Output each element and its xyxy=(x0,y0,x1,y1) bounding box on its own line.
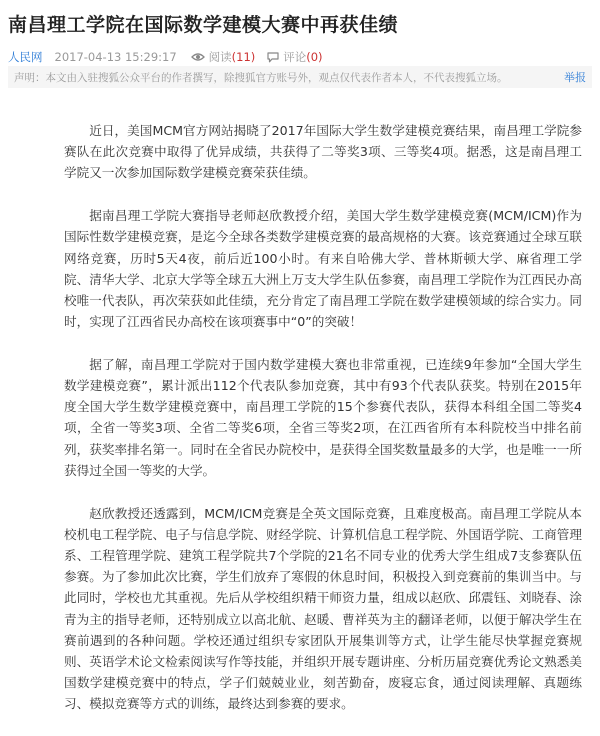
article-paragraph: 据了解，南昌理工学院对于国内数学建模大赛也非常重视，已连续9年参加“全国大学生数学建模竞赛”，累计派出112个代表队参加竞赛，其中有93个代表队获奖。特别在2015年度全国大学生数学建模竞赛中，南昌理工学院的15个参赛代表队，获得本科组全国二等奖4项，全省一等奖3项、全省二等奖6项，全省三等奖2项，在江西省所有本科院校当中排名前列，获奖率排名第一。同时在全省民办院校中，是获得全国奖数量最多的大学，也是唯一一所获得过全国一等奖的大学。 xyxy=(64,356,582,478)
article-body xyxy=(64,120,582,736)
report-link[interactable]: 举报 xyxy=(564,71,586,84)
comment-count[interactable] xyxy=(267,49,322,65)
read-label: 阅读 xyxy=(208,50,232,64)
disclaimer-bar xyxy=(8,66,592,88)
publish-time: 2017-04-13 15:29:17 xyxy=(54,50,177,64)
read-count xyxy=(191,49,256,65)
read-count-value: (11) xyxy=(231,50,256,64)
article-title: 南昌理工学院在国际数学建模大赛中再获佳绩 xyxy=(8,14,399,36)
comment-count-value: (0) xyxy=(306,50,323,64)
article-paragraph: 赵欣教授还透露到，MCM/ICM竞赛是全英文国际竞赛，且难度极高。南昌理工学院从本校机电工程学院、电子与信息学院、财经学院、计算机信息工程学院、外国语学院、工商管理系、工程管理学院、建筑工程学院共7个学院的21名不同专业的优秀大学生组成7支参赛队伍参赛。为了参加此次比赛，学生们放弃了寒假的休息时间，积极投入到竞赛前的集训当中。与此同时，学校也尤其重视。先后从学校组织精干师资力量，组成以赵欣、邱震钰、刘晓春、涂青为主的指导老师，还特别成立以高北航、赵暖、曹祥英为主的翻译老师，以便于解决学生在赛前遇到的各种问题。学校还通过组织专家团队开展集训等方式，让学生能尽快掌握竞赛规则、英语学术论文检索阅读写作等技能，并组织开展专题讲座、分析历届竞赛优秀论文熟悉美国数学建模竞赛中的特点，学子们兢兢业业，刻苦勤奋，废寝忘食，通过阅读理解、真题练习、模拟竞赛等方式的训练，最终达到参赛的要求。 xyxy=(64,505,582,712)
disclaimer-text: 声明：本文由入驻搜狐公众平台的作者撰写，除搜狐官方账号外，观点仅代表作者本人，不代表搜狐立场。 xyxy=(14,71,508,84)
article-paragraph: 近日，美国MCM官方网站揭晓了2017年国际大学生数学建模竞赛结果，南昌理工学院参赛队在此次竞赛中取得了优异成绩，共获得了二等奖3项、三等奖4项。据悉，这是南昌理工学院又一次参加国际数学建模竞赛荣获佳绩。 xyxy=(64,123,582,181)
article-paragraph: 据南昌理工学院大赛指导老师赵欣教授介绍，美国大学生数学建模竞赛(MCM/ICM)作为国际性数学建模竞赛，是迄今全球各类数学建模竞赛的最高规格的大赛。该竞赛通过全球互联网络竞赛，历时5天4夜，前后近100小时。有来自哈佛大学、普林斯顿大学、麻省理工学院、清华大学、北京大学等全球五大洲上万支大学生队伍参赛，南昌理工学院作为江西民办高校唯一代表队，再次荣获如此佳绩，充分肯定了南昌理工学院在数学建模领域的综合实力。同时，实现了江西省民办高校在该项赛事中“0”的突破！ xyxy=(64,208,582,330)
comment-label: 评论 xyxy=(283,50,307,64)
source-link[interactable]: 人民网 xyxy=(8,50,43,64)
article-meta xyxy=(8,49,335,65)
comment-bubble-icon xyxy=(267,52,279,63)
eye-icon xyxy=(191,52,205,62)
